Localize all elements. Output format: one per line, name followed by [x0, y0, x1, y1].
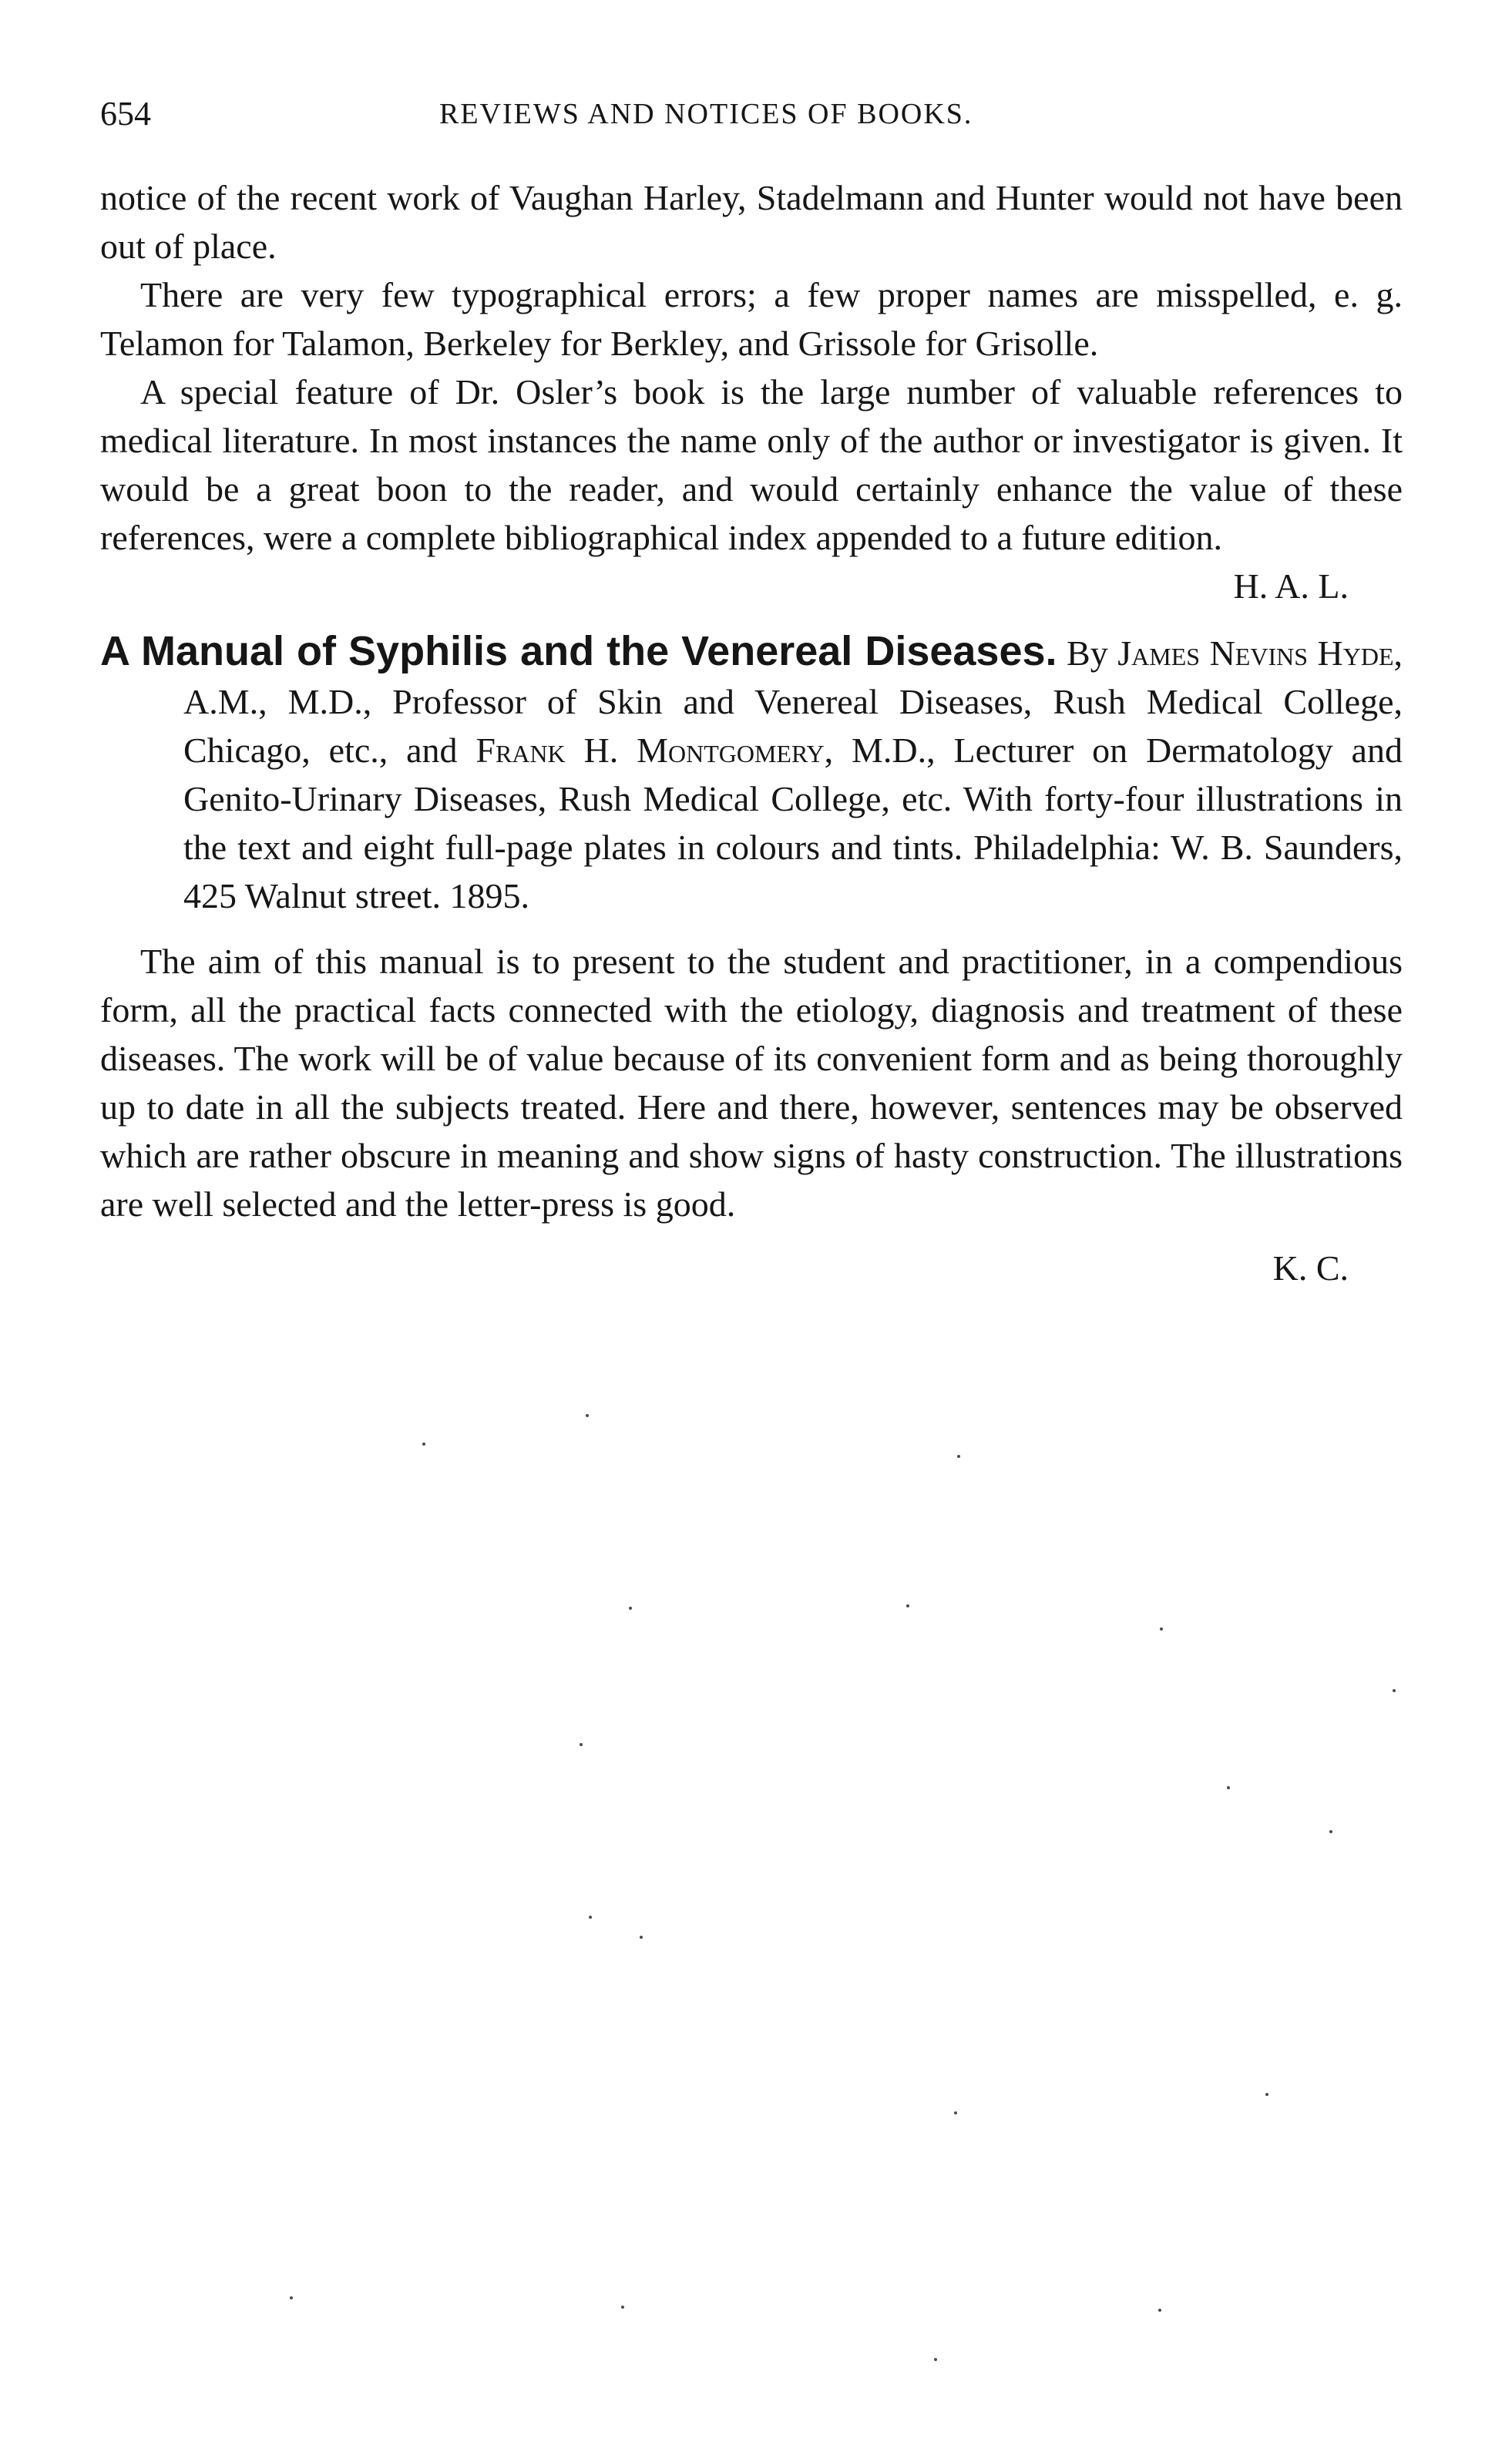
scan-speck [954, 2111, 957, 2114]
previous-review-paragraph: There are very few typographical errors; a few proper names are misspelled, e. g. Telamon for Talamon, Berkeley for Berkley, and Grissole for Grisolle. [100, 275, 1403, 363]
previous-review-paragraph: notice of the recent work of Vaughan Harley, Stadelmann and Hunter would not have been out of place. [100, 178, 1403, 266]
page-header [100, 91, 1403, 137]
book-entry [100, 627, 1403, 920]
by-label: By [1067, 633, 1108, 673]
scan-speck [586, 1414, 589, 1417]
author-name: James Nevins Hyde [1117, 633, 1394, 673]
scan-speck [906, 1604, 909, 1607]
book-title: A Manual of Syphilis and the Venereal Diseases. [100, 628, 1057, 674]
page-number: 654 [100, 95, 151, 133]
scan-speck [422, 1443, 425, 1446]
previous-review-paragraph: A special feature of Dr. Osler’s book is the large number of valuable references to medical literature. In most instances the name only of the author or investigator is given. It would be a great boon to the reader, and would certainly enhance the value of these references, were a complete bibliographical index appended to a future edition. [100, 372, 1403, 557]
scan-speck [1160, 1627, 1163, 1631]
author-details: , A.M., M.D., Professor of Skin and Venereal Diseases, Rush Medical College, Chicago, etc., and [183, 633, 1403, 770]
review-section [100, 937, 1403, 1292]
scan-speck [1329, 1830, 1332, 1833]
scan-speck [629, 1607, 632, 1610]
reviewer-signature: H. A. L. [1233, 566, 1349, 606]
review-paragraph: The aim of this manual is to present to the student and practitioner, in a compendious form, all the practical facts connected with the etiology, diagnosis and treatment of these diseases. The work will be of value because of its convenient form and as being thoroughly up to date in all the subjects treated. Here and there, however, sentences may be observed which are rather obscure in meaning and show signs of hasty construction. The illustrations are well selected and the letter-press is good. [100, 942, 1403, 1224]
scan-speck [580, 1743, 583, 1746]
scan-speck [1227, 1786, 1230, 1789]
scan-speck [934, 2358, 937, 2361]
running-head: REVIEWS AND NOTICES OF BOOKS. [439, 98, 973, 130]
scan-speck [1158, 2309, 1161, 2312]
author-details: , M.D., Lecturer on Dermatology and Genito-Urinary Diseases, Rush Medical College, etc. With forty-four illustrations in the text and eight full-page plates in colours and tints. Philadelphia: W. B. Saunders, 425 Walnut street. 1895. [183, 731, 1403, 915]
scan-speck [1393, 1689, 1396, 1692]
scan-speck [621, 2306, 624, 2309]
scan-speck [589, 1916, 592, 1919]
reviewer-signature: K. C. [1272, 1248, 1349, 1288]
scan-speck [957, 1455, 960, 1458]
scan-speck [290, 2296, 293, 2299]
page-body [100, 173, 1403, 1292]
scan-speck [1265, 2093, 1268, 2096]
author-name: Frank H. Montgomery [475, 731, 825, 770]
scan-speck [640, 1936, 643, 1939]
